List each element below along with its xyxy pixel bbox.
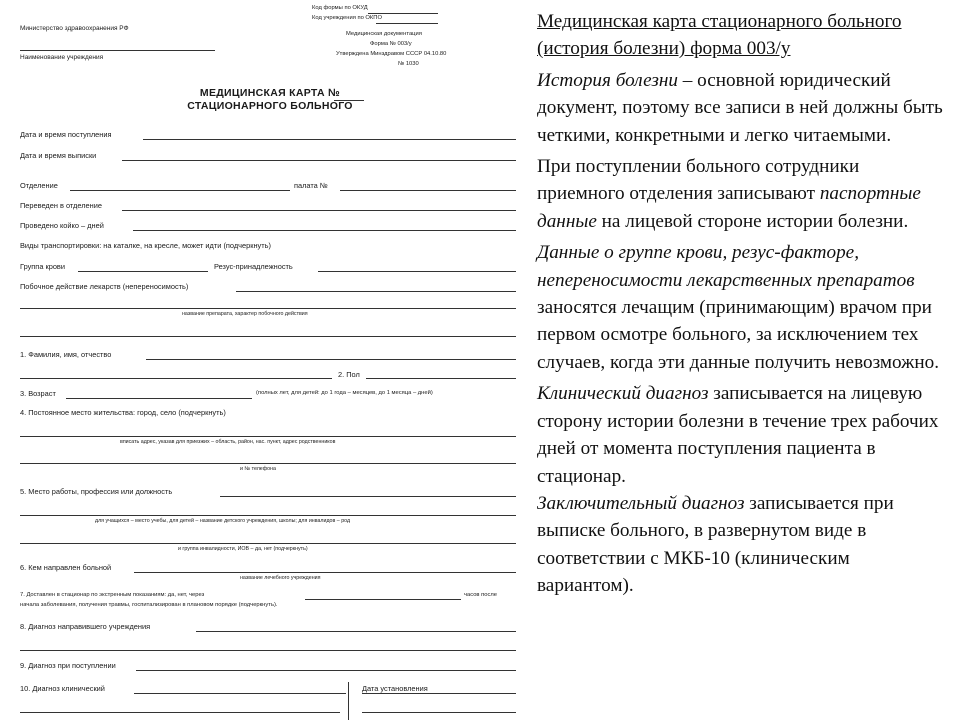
order-number: № 1030 <box>398 61 419 67</box>
blood-group-line <box>78 271 208 272</box>
admission-diagnosis-line <box>136 670 516 671</box>
clinical-text: записывается на лицевую сторону истории болезни в течение трех рабочих дней от момента поступления пациента в стационар. <box>537 383 939 487</box>
paragraph-clinical <box>537 380 949 599</box>
text-heading: Медицинская карта стационарного больного (история болезни) форма 003/у <box>537 11 902 60</box>
discharge-line <box>122 160 516 161</box>
referred-by-caption: название лечебного учреждения <box>240 575 321 581</box>
history-text: – основной юридический документ, поэтому все записи в ней должны быть четкими, конкретными и легко читаемыми. <box>537 69 943 146</box>
admission-diagnosis-label: 9. Диагноз при поступлении <box>20 661 116 670</box>
history-term: История болезни <box>537 69 678 91</box>
diagnosis-date-line <box>362 693 516 694</box>
side-effect-line-2 <box>20 308 516 309</box>
explanation-text <box>537 8 949 604</box>
referral-diagnosis-label: 8. Диагноз направившего учреждения <box>20 622 151 631</box>
institution-line <box>20 50 215 51</box>
transferred-line <box>122 210 516 211</box>
delivery-label: 7. Доставлен в стационар по экстренным показаниям: да, нет, через <box>20 592 205 598</box>
transport-label: Виды транспортировки: на каталке, на кресле, может идти (подчеркнуть) <box>20 241 271 250</box>
blood-term: Данные о группе крови, резус-факторе, непереносимости лекарственных препаратов <box>537 242 915 291</box>
paragraph-history <box>537 67 949 149</box>
ward-line <box>340 190 516 191</box>
side-effect-line <box>236 291 516 292</box>
age-line <box>66 398 252 399</box>
clinical-diagnosis-line-2 <box>20 712 340 713</box>
rh-label: Резус-принадлежность <box>214 262 293 271</box>
form-title-line2: СТАЦИОНАРНОГО БОЛЬНОГО <box>187 100 353 112</box>
delivery-hours-label: часов после <box>464 592 497 598</box>
okpo-line <box>376 23 438 24</box>
diagnosis-divider <box>348 682 349 720</box>
okud-label: Код формы по ОКУД <box>312 5 368 11</box>
residence-line <box>20 436 516 437</box>
clinical-diagnosis-label: 10. Диагноз клинический <box>20 684 105 693</box>
institution-label: Наименование учреждения <box>20 54 104 61</box>
transferred-label: Переведен в отделение <box>20 201 102 210</box>
final-text: записывается при выписке больного, в развернутом виде в соответствии с МКБ-10 (клиническим вариантом). <box>537 492 894 597</box>
sex-line <box>366 378 516 379</box>
disability-caption: и группа инвалидности, ИОВ – да, нет (подчеркнуть) <box>178 546 308 552</box>
referral-diagnosis-line <box>196 631 516 632</box>
referred-by-label: 6. Кем направлен больной <box>20 563 112 572</box>
paragraph-admission <box>537 153 949 235</box>
diagnosis-date-label: Дата установления <box>362 684 428 693</box>
residence-label: 4. Постоянное место жительства: город, село (подчеркнуть) <box>20 408 226 417</box>
admission-text-a: При поступлении больного сотрудники приемного отделения записывают <box>537 156 860 205</box>
approved-label: Утверждена Минздравом СССР 04.10.80 <box>336 51 447 57</box>
final-term: Заключительный диагноз <box>537 492 745 514</box>
ministry-label: Министерство здравоохранения РФ <box>20 25 129 32</box>
department-line <box>70 190 290 191</box>
passport-term: паспортные данные <box>537 183 921 232</box>
residence-line-2 <box>20 463 516 464</box>
diagnosis-date-line-2 <box>362 712 516 713</box>
rh-line <box>318 271 516 272</box>
admission-label: Дата и время поступления <box>20 130 112 139</box>
residence-caption: вписать адрес, указав для приезжих – область, район, нас. пункт, адрес родственников <box>120 439 336 445</box>
age-label: 3. Возраст <box>20 389 56 398</box>
workplace-caption: для учащихся – место учебы, для детей – название детского учреждения, школы; для инвалидов – род <box>95 518 351 524</box>
full-name-label: 1. Фамилия, имя, отчество <box>20 350 112 359</box>
workplace-line <box>220 496 516 497</box>
side-effect-label: Побочное действие лекарств (непереносимость) <box>20 282 189 291</box>
form-title-line1: МЕДИЦИНСКАЯ КАРТА № <box>199 87 341 99</box>
phone-caption: и № телефона <box>240 466 276 472</box>
bed-days-line <box>133 230 516 231</box>
delivery-hours-line <box>305 599 461 600</box>
referral-diagnosis-line-2 <box>20 650 516 651</box>
form-number: Форма № 003/у <box>370 41 412 47</box>
bed-days-label: Проведено койко – дней <box>20 221 104 230</box>
paragraph-blood <box>537 239 949 376</box>
age-note: (полных лет, для детей: до 1 года – месяцев, до 1 месяца – дней) <box>256 390 433 396</box>
delivery-label-2: начала заболевания, получения травмы, госпитализирован в плановом порядке (подчеркнуть). <box>20 602 278 608</box>
sex-label: 2. Пол <box>338 370 360 379</box>
admission-line <box>143 139 516 140</box>
workplace-label: 5. Место работы, профессия или должность <box>20 487 173 496</box>
okpo-label: Код учреждения по ОКПО <box>312 15 382 21</box>
okud-line <box>368 13 438 14</box>
admission-text-b: на лицевой стороне истории болезни. <box>596 210 909 232</box>
blood-group-label: Группа крови <box>20 262 65 271</box>
blood-text: заносятся лечащим (принимающим) врачом при первом осмотре больного, за исключением тех случаев, когда эти данные получить невозможно. <box>537 297 940 373</box>
full-name-line <box>146 359 516 360</box>
workplace-line-2 <box>20 515 516 516</box>
clinical-term: Клинический диагноз <box>537 383 709 405</box>
discharge-label: Дата и время выписки <box>20 151 97 160</box>
side-effect-caption: название препарата, характер побочного действия <box>182 311 308 317</box>
department-label: Отделение <box>20 181 58 190</box>
full-name-line-2 <box>20 378 332 379</box>
ward-label: палата № <box>294 181 328 190</box>
separator-line <box>20 336 516 337</box>
referred-by-line <box>134 572 516 573</box>
workplace-line-3 <box>20 543 516 544</box>
med-doc-label: Медицинская документация <box>346 31 422 37</box>
clinical-diagnosis-line <box>134 693 346 694</box>
